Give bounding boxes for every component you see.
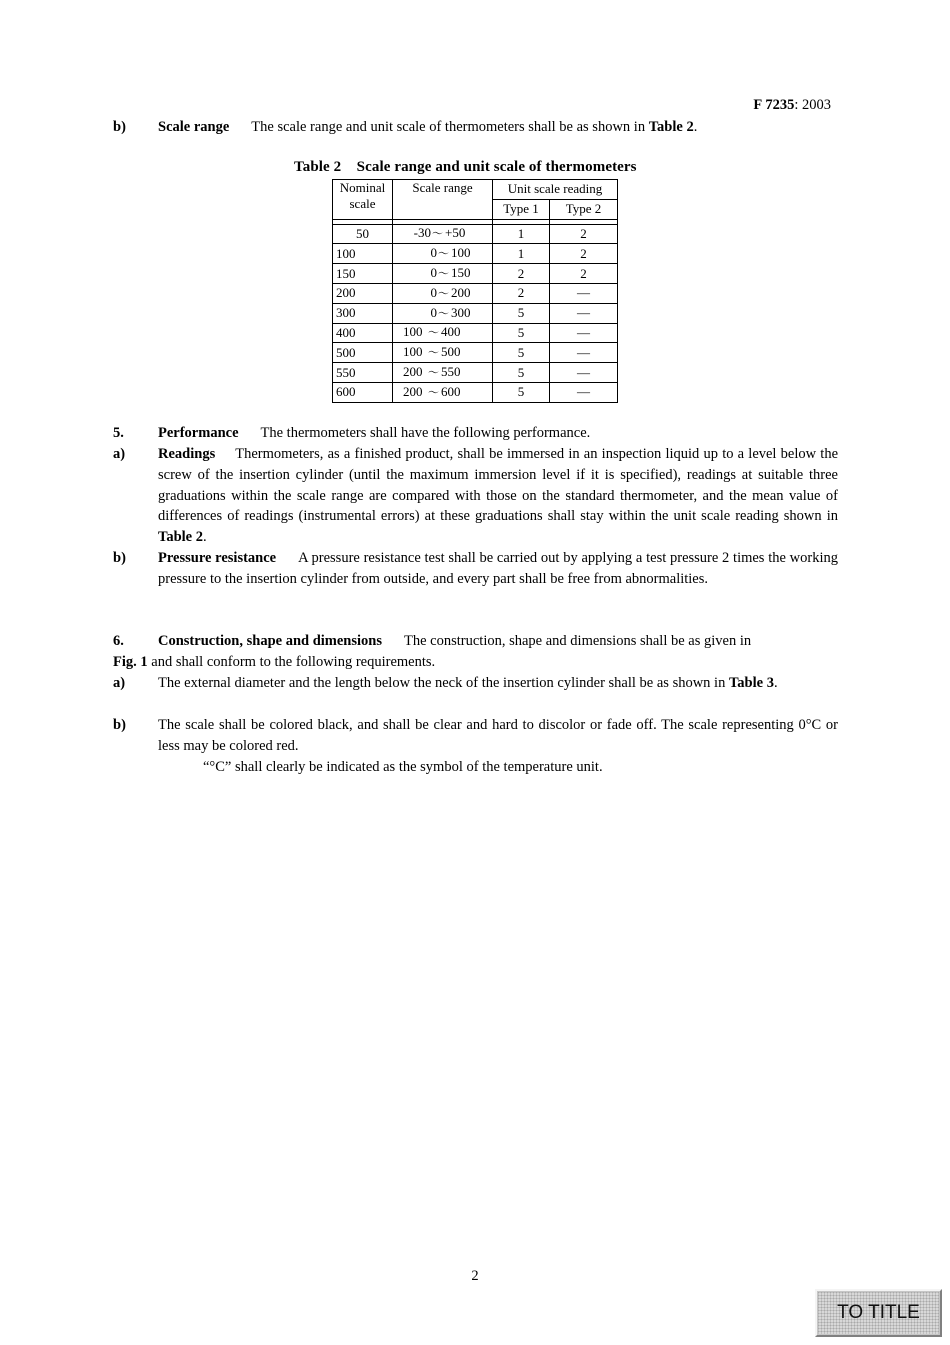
paragraph: Scale range The scale range and unit scale of thermometers shall be as shown in Table 2.: [158, 119, 698, 135]
cell-type2: 2: [550, 244, 618, 264]
range-to: 500: [441, 344, 461, 360]
cell-type1: 5: [493, 323, 550, 343]
header-nominal-scale: Nominal scale: [333, 180, 393, 220]
paragraph: Performance The thermometers shall have the following performance.: [158, 425, 591, 441]
paragraph: Readings Thermometers, as a finished product, shall be immersed in an inspection liquid up to a level below the screw of the insertion cylinder (until the maximum immersion level if it is specified), readings at suitable three graduations within the scale range are compared with those on the standard thermometer, and the mean value of differences of readings (instrumental errors) at these graduations shall stay within the unit scale reading shown in Table 2.: [158, 446, 838, 546]
unit-symbol-note: “°C” shall clearly be indicated as the symbol of the temperature unit.: [203, 758, 603, 775]
item-title: Pressure resistance: [158, 550, 277, 566]
section-number: 6.: [113, 633, 124, 649]
table-row: [333, 363, 618, 383]
cell-nominal-scale: 50: [333, 224, 393, 244]
cell-nominal-scale: 150: [333, 264, 393, 284]
range-to: +50: [445, 225, 466, 241]
cell-scale-range: [393, 363, 493, 383]
range-separator: ～: [438, 307, 449, 320]
section-6a: [113, 673, 838, 694]
cell-nominal-scale: 550: [333, 363, 393, 383]
cell-scale-range: [393, 323, 493, 343]
item-label: a): [113, 675, 126, 691]
range-from: 100: [403, 344, 423, 360]
range-separator: ～: [428, 367, 439, 380]
table-row: [333, 343, 618, 363]
cell-nominal-scale: 600: [333, 382, 393, 402]
section-title: Performance: [158, 425, 239, 441]
cell-type1: 2: [493, 283, 550, 303]
range-to: 300: [451, 304, 471, 320]
item-label: b): [113, 717, 126, 733]
header-unit-scale-reading: Unit scale reading: [493, 180, 618, 200]
section-title: Scale range: [158, 119, 230, 135]
range-separator: ～: [438, 287, 449, 300]
table-row: [333, 283, 618, 303]
cell-type1: 5: [493, 303, 550, 323]
range-separator: ～: [438, 268, 449, 281]
scale-range-table: [332, 179, 618, 403]
range-from: 200: [403, 364, 423, 380]
section-6-construction: [113, 631, 838, 673]
section-5b-pressure-resistance: [113, 548, 838, 590]
section-5a-readings: [113, 444, 838, 548]
range-from: 0: [430, 304, 437, 320]
section-6b: [113, 715, 838, 777]
table-row: [333, 224, 618, 244]
table-reference: Table 3: [728, 675, 774, 691]
header-scale-range: Scale range: [393, 180, 493, 220]
table-header-row: [333, 180, 618, 200]
table-row: [333, 244, 618, 264]
range-from: 0: [430, 265, 437, 281]
paragraph: The scale shall be colored black, and shall be clear and hard to discolor or fade off. The scale representing 0°C or less may be colored red.: [158, 717, 838, 754]
cell-type2: 2: [550, 224, 618, 244]
page-number: 2: [471, 1268, 479, 1284]
range-separator: ～: [432, 228, 443, 241]
header-type2: Type 2: [550, 199, 618, 219]
range-separator: ～: [428, 386, 439, 399]
cell-scale-range: [393, 283, 493, 303]
range-separator: ～: [428, 327, 439, 340]
cell-type1: 5: [493, 382, 550, 402]
section-b-scale-range: [113, 117, 838, 138]
range-from: 0: [430, 245, 437, 261]
section-5-performance: [113, 423, 838, 444]
range-to: 200: [451, 284, 471, 300]
cell-type1: 2: [493, 264, 550, 284]
cell-nominal-scale: 300: [333, 303, 393, 323]
range-to: 400: [441, 324, 461, 340]
cell-type2: —: [550, 323, 618, 343]
cell-nominal-scale: 400: [333, 323, 393, 343]
cell-scale-range: [393, 382, 493, 402]
cell-type1: 1: [493, 244, 550, 264]
range-to: 550: [441, 364, 461, 380]
table-row: [333, 264, 618, 284]
cell-type2: —: [550, 382, 618, 402]
range-to: 600: [441, 383, 461, 399]
item-label: b): [113, 119, 126, 135]
cell-type2: —: [550, 343, 618, 363]
cell-scale-range: [393, 264, 493, 284]
cell-type1: 1: [493, 224, 550, 244]
paragraph: The external diameter and the length below the neck of the insertion cylinder shall be as shown in Table 3.: [158, 675, 778, 691]
cell-type2: —: [550, 303, 618, 323]
cell-type2: —: [550, 283, 618, 303]
cell-nominal-scale: 200: [333, 283, 393, 303]
paragraph: 6. Construction, shape and dimensions The construction, shape and dimensions shall be as given in Fig. 1 and shall conform to the following requirements.: [113, 633, 752, 670]
range-to: 100: [451, 245, 471, 261]
table-caption: Table 2 Scale range and unit scale of thermometers: [294, 159, 637, 175]
range-separator: ～: [438, 248, 449, 261]
to-title-button[interactable]: TO TITLE: [815, 1289, 942, 1337]
cell-type1: 5: [493, 363, 550, 383]
cell-scale-range: [393, 224, 493, 244]
paragraph: Pressure resistance A pressure resistance test shall be carried out by applying a test pressure 2 times the working pressure to the insertion cylinder from outside, and every part shall be free from abnormalities.: [158, 550, 838, 587]
table-reference: Table 2: [158, 529, 203, 546]
cell-type2: —: [550, 363, 618, 383]
item-label: b): [113, 550, 126, 566]
range-from: -30: [413, 225, 431, 241]
table-reference: Table 2: [648, 119, 694, 135]
cell-nominal-scale: 500: [333, 343, 393, 363]
cell-scale-range: [393, 303, 493, 323]
cell-type2: 2: [550, 264, 618, 284]
header-type1: Type 1: [493, 199, 550, 219]
cell-nominal-scale: 100: [333, 244, 393, 264]
section-title: Construction, shape and dimensions: [158, 633, 382, 649]
range-from: 200: [403, 383, 423, 399]
table-row: [333, 382, 618, 402]
table-row: [333, 323, 618, 343]
section-number: 5.: [113, 425, 124, 441]
range-from: 100: [403, 324, 423, 340]
figure-reference: Fig. 1: [113, 653, 148, 670]
range-separator: ～: [428, 347, 439, 360]
range-from: 0: [430, 284, 437, 300]
cell-scale-range: [393, 343, 493, 363]
cell-type1: 5: [493, 343, 550, 363]
cell-scale-range: [393, 244, 493, 264]
document-code: F 7235: 2003: [753, 97, 831, 113]
item-title: Readings: [158, 446, 216, 462]
item-label: a): [113, 446, 126, 462]
range-to: 150: [451, 265, 471, 281]
table-row: [333, 303, 618, 323]
